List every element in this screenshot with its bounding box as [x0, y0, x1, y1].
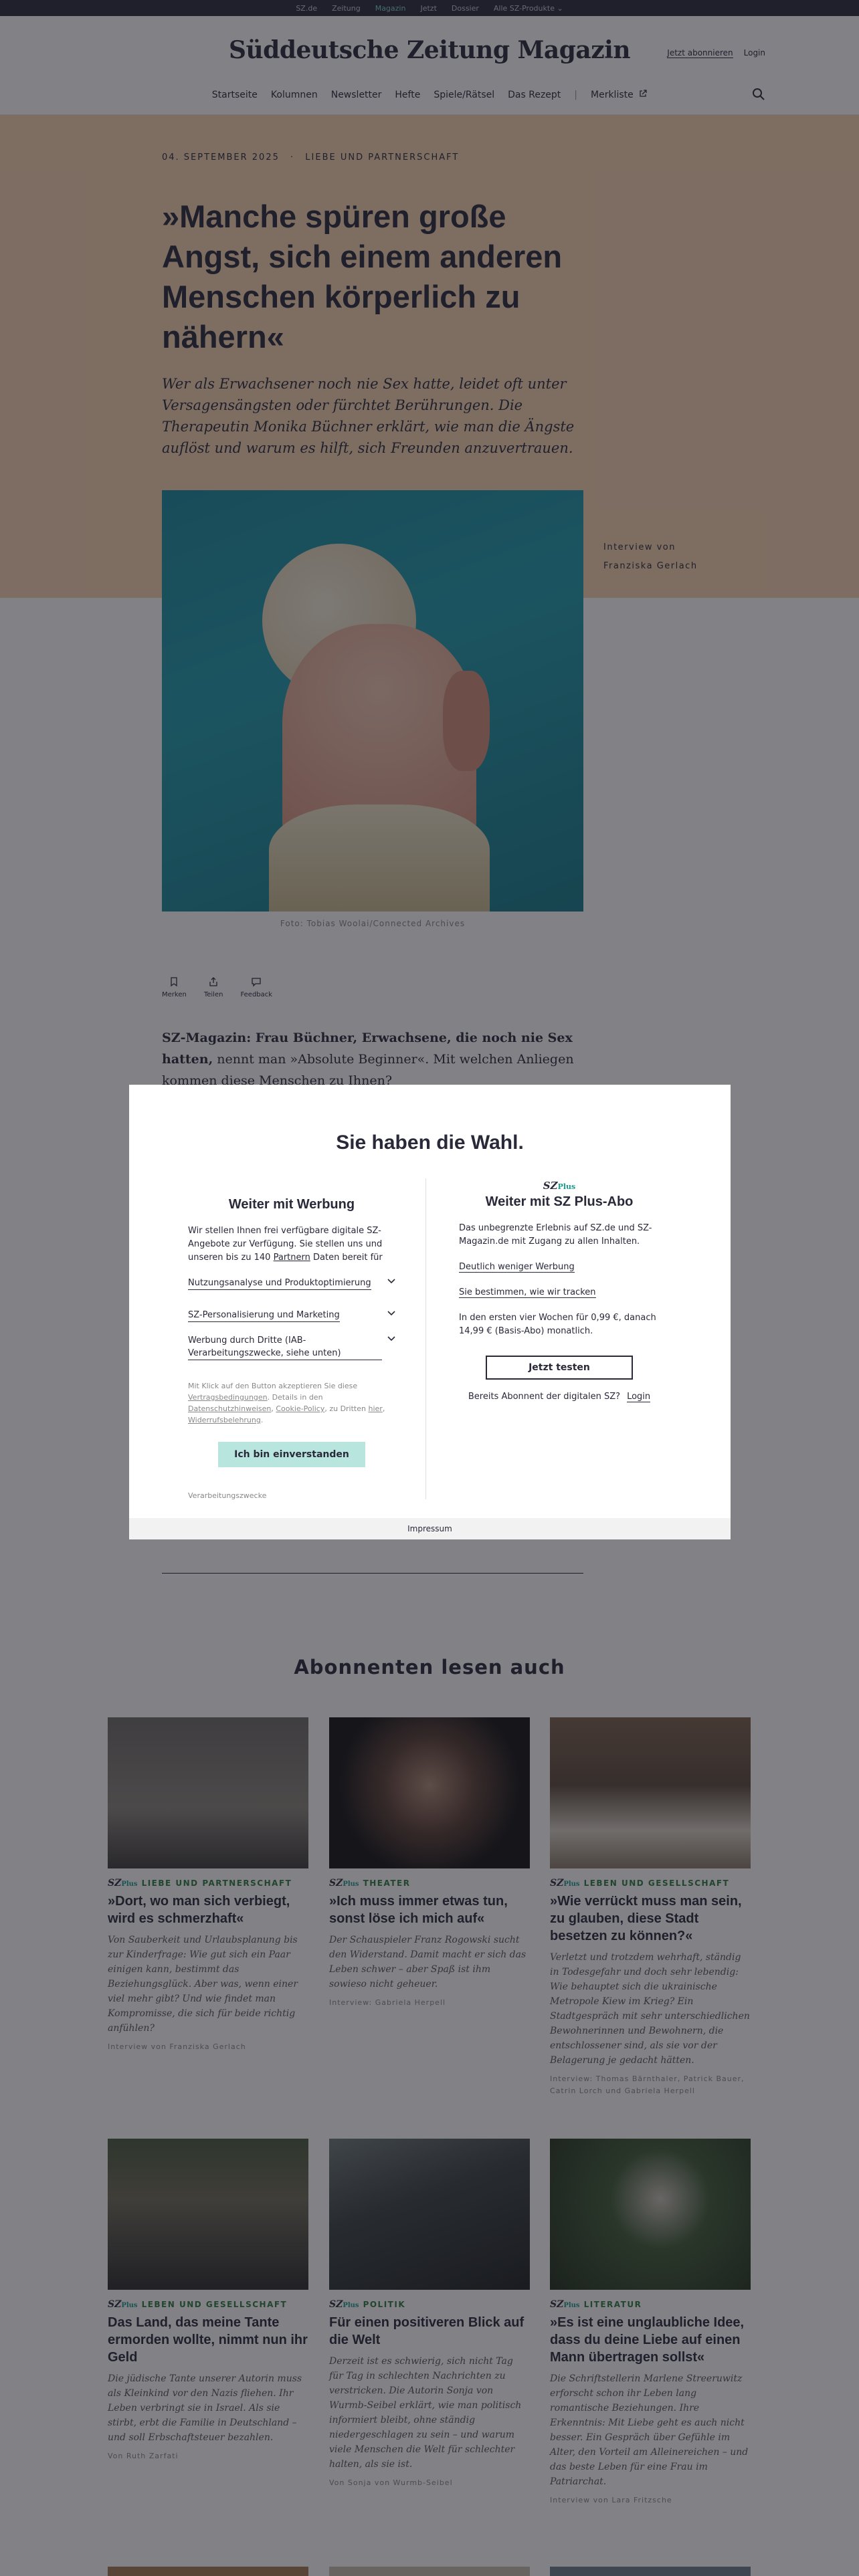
- consent-dialog: [129, 1085, 731, 1539]
- accept-button[interactable]: Ich bin einverstanden: [218, 1442, 365, 1467]
- less-ads-link[interactable]: Deutlich weniger Werbung: [459, 1262, 575, 1272]
- purpose-accordion-analytics[interactable]: [188, 1277, 395, 1290]
- purpose-accordion-personalisation[interactable]: [188, 1309, 395, 1322]
- existing-subscriber-line: [459, 1392, 660, 1402]
- privacy-link[interactable]: Datenschutzhinweisen: [188, 1404, 272, 1413]
- purpose-label: SZ-Personalisierung und Marketing: [188, 1309, 340, 1322]
- szplus-logo: SZPlus: [543, 1180, 576, 1192]
- chevron-down-icon: [387, 1336, 395, 1341]
- chevron-down-icon: [387, 1279, 395, 1284]
- subscriber-login-link[interactable]: Login: [627, 1392, 651, 1402]
- subscription-price-text: In den ersten vier Wochen für 0,99 €, danach 14,99 € (Basis-Abo) monatlich.: [459, 1313, 656, 1336]
- tracking-choice-link[interactable]: Sie bestimmen, wie wir tracken: [459, 1287, 596, 1297]
- consent-subscription-option: [459, 1180, 660, 1402]
- chevron-down-icon: [387, 1311, 395, 1316]
- consent-ads-option: [188, 1197, 395, 1500]
- cookie-policy-link[interactable]: Cookie-Policy: [276, 1404, 325, 1413]
- subscription-option-text: Das unbegrenzte Erlebnis auf SZ.de und SZ-Magazin.de mit Zugang zu allen Inhalten.: [459, 1223, 652, 1247]
- purpose-label: Werbung durch Dritte (IAB-Verarbeitungszwecke, siehe unten): [188, 1334, 382, 1360]
- purpose-label: Nutzungsanalyse und Produktoptimierung: [188, 1277, 371, 1290]
- third-parties-link[interactable]: hier: [368, 1404, 383, 1413]
- consent-legal-text: Mit Klick auf den Button akzeptieren Sie diese Vertragsbedingungen. Details in den Datenschutzhinweisen, Cookie-Policy, zu Dritten hier, Widerrufsbelehrung.: [188, 1382, 385, 1424]
- revocation-link[interactable]: Widerrufsbelehrung: [188, 1416, 261, 1424]
- partners-link[interactable]: Partnern: [273, 1253, 310, 1263]
- imprint-link[interactable]: Impressum: [129, 1518, 731, 1539]
- purpose-accordion-third-party-ads[interactable]: [188, 1334, 395, 1360]
- processing-purposes-link[interactable]: Verarbeitungszwecke: [188, 1491, 267, 1500]
- ads-option-text: Wir stellen Ihnen frei verfügbare digitale SZ-Angebote zur Verfügung. Sie stellen uns und unseren bis zu 140 Partnern Daten bereit für: [188, 1226, 383, 1263]
- try-subscription-button[interactable]: Jetzt testen: [486, 1356, 633, 1380]
- consent-title: Sie haben die Wahl.: [336, 1132, 524, 1154]
- ads-option-title: Weiter mit Werbung: [228, 1197, 355, 1212]
- column-divider: [425, 1178, 426, 1499]
- terms-link[interactable]: Vertragsbedingungen: [188, 1393, 268, 1402]
- subscription-option-title: Weiter mit SZ Plus-Abo: [485, 1194, 634, 1209]
- existing-subscriber-text: Bereits Abonnent der digitalen SZ?: [468, 1392, 621, 1402]
